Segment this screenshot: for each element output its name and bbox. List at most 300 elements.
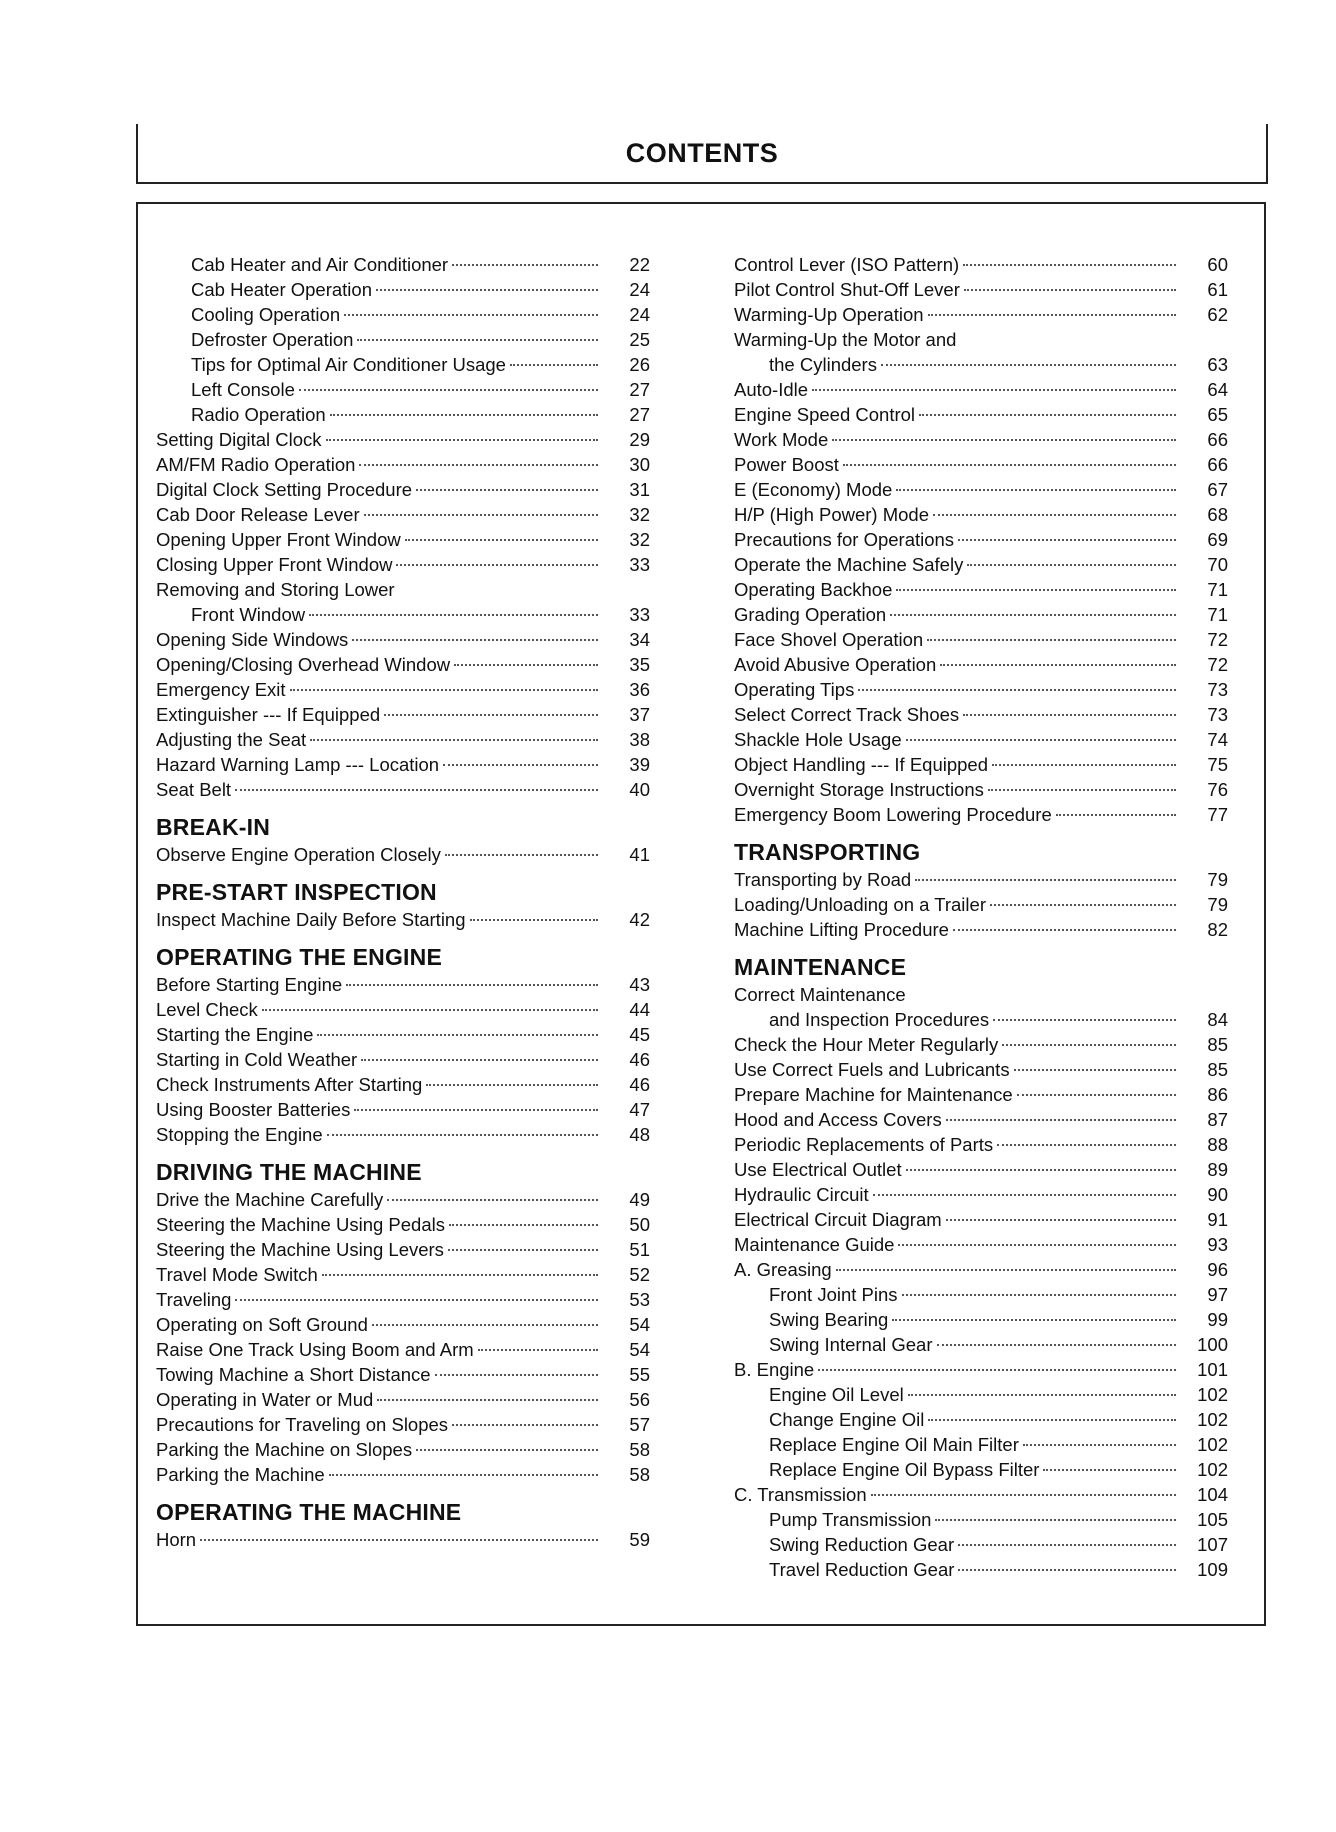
toc-entry-page: 89 xyxy=(1207,1159,1228,1180)
toc-entry-page: 27 xyxy=(629,404,650,425)
dot-leader xyxy=(927,639,1176,641)
toc-entry-label: Traveling xyxy=(156,1289,232,1310)
section-heading: OPERATING THE MACHINE xyxy=(156,1499,462,1525)
toc-entry-label: Cooling Operation xyxy=(191,304,341,325)
toc-entry-page: 73 xyxy=(1207,704,1228,725)
toc-entry xyxy=(734,377,1228,402)
toc-entry-label: Parking the Machine xyxy=(156,1464,325,1485)
dot-leader xyxy=(992,764,1176,766)
toc-entry-label: AM/FM Radio Operation xyxy=(156,454,356,475)
dot-leader xyxy=(416,1449,598,1451)
toc-entry-label: Opening Upper Front Window xyxy=(156,529,401,550)
toc-entry xyxy=(156,727,650,752)
toc-entry-label: Engine Speed Control xyxy=(734,404,916,425)
toc-entry xyxy=(156,327,650,352)
toc-entry xyxy=(156,677,650,702)
dot-leader xyxy=(326,439,598,441)
dot-leader xyxy=(396,564,598,566)
toc-entry-page: 85 xyxy=(1207,1034,1228,1055)
toc-entry xyxy=(734,1407,1228,1432)
toc-entry-label: Object Handling --- If Equipped xyxy=(734,754,988,775)
toc-entry-page: 86 xyxy=(1207,1084,1228,1105)
toc-entry-label: Change Engine Oil xyxy=(769,1409,925,1430)
toc-entry xyxy=(734,1332,1228,1357)
toc-entry-page: 66 xyxy=(1207,429,1228,450)
toc-entry-label: Precautions for Traveling on Slopes xyxy=(156,1414,449,1435)
toc-entry-label: Emergency Boom Lowering Procedure xyxy=(734,804,1052,825)
toc-entry-page: 101 xyxy=(1197,1359,1228,1380)
toc-entry xyxy=(734,527,1228,552)
dot-leader xyxy=(449,1224,598,1226)
toc-entry xyxy=(156,1047,650,1072)
dot-leader xyxy=(898,1244,1176,1246)
toc-entry-label: Seat Belt xyxy=(156,779,232,800)
toc-entry-label: Cab Heater Operation xyxy=(191,279,372,300)
toc-entry-label: Removing and Storing Lower xyxy=(156,579,395,600)
dot-leader xyxy=(990,904,1176,906)
toc-entry-label: E (Economy) Mode xyxy=(734,479,893,500)
toc-entry xyxy=(734,1557,1228,1582)
dot-leader xyxy=(1002,1044,1176,1046)
toc-entry xyxy=(734,502,1228,527)
dot-leader xyxy=(832,439,1176,441)
dot-leader xyxy=(354,1109,598,1111)
dot-leader xyxy=(937,1344,1176,1346)
toc-entry-label: Swing Bearing xyxy=(769,1309,889,1330)
toc-entry-label: C. Transmission xyxy=(734,1484,867,1505)
toc-entry xyxy=(734,702,1228,727)
toc-entry-page: 74 xyxy=(1207,729,1228,750)
toc-entry-label: Avoid Abusive Operation xyxy=(734,654,937,675)
section-heading: TRANSPORTING xyxy=(734,839,921,865)
dot-leader xyxy=(405,539,598,541)
toc-entry-label: Swing Reduction Gear xyxy=(769,1534,955,1555)
dot-leader xyxy=(361,1059,598,1061)
toc-entry-label: Left Console xyxy=(191,379,295,400)
dot-leader xyxy=(871,1494,1176,1496)
toc-entry-label: Correct Maintenance xyxy=(734,984,906,1005)
dot-leader xyxy=(928,314,1176,316)
toc-entry-label: Towing Machine a Short Distance xyxy=(156,1364,431,1385)
contents-header xyxy=(136,124,1268,184)
dot-leader xyxy=(309,614,598,616)
toc-entry-page: 102 xyxy=(1197,1409,1228,1430)
toc-entry-label: Loading/Unloading on a Trailer xyxy=(734,894,986,915)
toc-entry xyxy=(156,1412,650,1437)
dot-leader xyxy=(448,1249,598,1251)
toc-entry-page: 88 xyxy=(1207,1134,1228,1155)
toc-entry-page: 105 xyxy=(1197,1509,1228,1530)
dot-leader xyxy=(963,264,1176,266)
toc-entry-page: 37 xyxy=(629,704,650,725)
toc-entry-page: 46 xyxy=(629,1049,650,1070)
toc-entry xyxy=(734,652,1228,677)
toc-entry xyxy=(156,1287,650,1312)
toc-entry xyxy=(156,752,650,777)
toc-entry-label: Engine Oil Level xyxy=(769,1384,904,1405)
toc-entry xyxy=(734,1507,1228,1532)
toc-entry-page: 109 xyxy=(1197,1559,1228,1580)
toc-entry-page: 45 xyxy=(629,1024,650,1045)
toc-entry-label: and Inspection Procedures xyxy=(769,1009,990,1030)
toc-entry-label: Prepare Machine for Maintenance xyxy=(734,1084,1013,1105)
toc-entry xyxy=(156,972,650,997)
toc-entry-page: 82 xyxy=(1207,919,1228,940)
toc-entry-page: 70 xyxy=(1207,554,1228,575)
toc-entry xyxy=(734,1157,1228,1182)
toc-entry-label: Horn xyxy=(156,1529,197,1550)
toc-entry xyxy=(156,1187,650,1212)
toc-entry-label: Swing Internal Gear xyxy=(769,1334,933,1355)
dot-leader xyxy=(1023,1444,1176,1446)
toc-entry xyxy=(156,1312,650,1337)
dot-leader xyxy=(344,314,598,316)
dot-leader xyxy=(906,739,1176,741)
toc-entry-label: Auto-Idle xyxy=(734,379,809,400)
dot-leader xyxy=(993,1019,1176,1021)
toc-entry-page: 104 xyxy=(1197,1484,1228,1505)
toc-entry-page: 58 xyxy=(629,1439,650,1460)
toc-entry-page: 25 xyxy=(629,329,650,350)
toc-entry-page: 57 xyxy=(629,1414,650,1435)
toc-entry-label: Operating Backhoe xyxy=(734,579,893,600)
section-heading: OPERATING THE ENGINE xyxy=(156,944,442,970)
toc-entry xyxy=(734,1282,1228,1307)
dot-leader xyxy=(352,639,598,641)
dot-leader xyxy=(384,714,598,716)
toc-entry-page: 51 xyxy=(629,1239,650,1260)
toc-entry-label: Steering the Machine Using Levers xyxy=(156,1239,444,1260)
toc-entry-label: Adjusting the Seat xyxy=(156,729,307,750)
toc-entry xyxy=(734,1107,1228,1132)
toc-entry xyxy=(734,327,1228,352)
toc-entry-page: 27 xyxy=(629,379,650,400)
toc-entry-page: 87 xyxy=(1207,1109,1228,1130)
toc-entry-page: 66 xyxy=(1207,454,1228,475)
toc-entry-label: Check Instruments After Starting xyxy=(156,1074,423,1095)
dot-leader xyxy=(435,1374,598,1376)
dot-leader xyxy=(933,514,1176,516)
toc-entry-page: 24 xyxy=(629,304,650,325)
toc-entry-label: Cab Door Release Lever xyxy=(156,504,360,525)
toc-entry-page: 100 xyxy=(1197,1334,1228,1355)
toc-entry xyxy=(156,1262,650,1287)
dot-leader xyxy=(908,1394,1176,1396)
dot-leader xyxy=(322,1274,598,1276)
toc-entry-label: Warming-Up Operation xyxy=(734,304,924,325)
toc-entry xyxy=(734,1357,1228,1382)
toc-entry-page: 79 xyxy=(1207,869,1228,890)
toc-entry xyxy=(734,477,1228,502)
toc-entry-page: 34 xyxy=(629,629,650,650)
dot-leader xyxy=(364,514,598,516)
toc-entry xyxy=(156,1362,650,1387)
toc-entry-label: Setting Digital Clock xyxy=(156,429,322,450)
toc-entry-label: Operating Tips xyxy=(734,679,855,700)
toc-entry xyxy=(156,652,650,677)
toc-entry-page: 102 xyxy=(1197,1384,1228,1405)
toc-entry-page: 26 xyxy=(629,354,650,375)
toc-entry-page: 38 xyxy=(629,729,650,750)
dot-leader xyxy=(896,489,1176,491)
toc-entry-page: 36 xyxy=(629,679,650,700)
toc-entry-page: 72 xyxy=(1207,629,1228,650)
toc-entry xyxy=(734,1382,1228,1407)
toc-entry xyxy=(156,302,650,327)
toc-entry-label: Travel Mode Switch xyxy=(156,1264,318,1285)
toc-entry xyxy=(734,452,1228,477)
toc-entry-label: Grading Operation xyxy=(734,604,887,625)
toc-entry xyxy=(156,502,650,527)
toc-entry-page: 71 xyxy=(1207,604,1228,625)
dot-leader xyxy=(997,1144,1176,1146)
dot-leader xyxy=(387,1199,598,1201)
dot-leader xyxy=(967,564,1176,566)
toc-entry-label: Front Window xyxy=(191,604,306,625)
toc-entry xyxy=(156,702,650,727)
toc-entry-label: Warming-Up the Motor and xyxy=(734,329,957,350)
toc-entry-page: 64 xyxy=(1207,379,1228,400)
dot-leader xyxy=(299,389,598,391)
toc-entry xyxy=(734,1207,1228,1232)
toc-entry-page: 24 xyxy=(629,279,650,300)
dot-leader xyxy=(376,289,598,291)
toc-entry-label: Front Joint Pins xyxy=(769,1284,898,1305)
toc-entry-page: 93 xyxy=(1207,1234,1228,1255)
toc-entry-label: Using Booster Batteries xyxy=(156,1099,351,1120)
toc-entry-label: the Cylinders xyxy=(769,354,877,375)
toc-entry xyxy=(156,352,650,377)
toc-entry-label: Steering the Machine Using Pedals xyxy=(156,1214,445,1235)
toc-entry xyxy=(156,997,650,1022)
toc-entry xyxy=(734,752,1228,777)
dot-leader xyxy=(881,364,1176,366)
toc-entry xyxy=(734,1182,1228,1207)
toc-entry xyxy=(734,1032,1228,1057)
toc-entry-page: 63 xyxy=(1207,354,1228,375)
toc-entry xyxy=(734,577,1228,602)
dot-leader xyxy=(919,414,1176,416)
toc-entry xyxy=(734,552,1228,577)
toc-entry-page: 55 xyxy=(629,1364,650,1385)
toc-entry xyxy=(156,1437,650,1462)
toc-entry xyxy=(156,1072,650,1097)
toc-entry xyxy=(156,252,650,277)
toc-entry-label: Travel Reduction Gear xyxy=(769,1559,955,1580)
toc-entry-label: B. Engine xyxy=(734,1359,815,1380)
toc-entry xyxy=(156,402,650,427)
dot-leader xyxy=(958,1544,1176,1546)
toc-entry-label: Digital Clock Setting Procedure xyxy=(156,479,413,500)
page-title: CONTENTS xyxy=(625,138,779,168)
toc-entry xyxy=(156,452,650,477)
toc-entry-page: 43 xyxy=(629,974,650,995)
toc-entry xyxy=(156,1122,650,1147)
toc-entry-page: 56 xyxy=(629,1389,650,1410)
dot-leader xyxy=(1056,814,1176,816)
toc-entry-label: Tips for Optimal Air Conditioner Usage xyxy=(191,354,506,375)
toc-entry-page: 75 xyxy=(1207,754,1228,775)
toc-entry-label: Raise One Track Using Boom and Arm xyxy=(156,1339,474,1360)
dot-leader xyxy=(958,539,1176,541)
dot-leader xyxy=(346,984,598,986)
toc-entry xyxy=(156,527,650,552)
toc-entry-page: 59 xyxy=(629,1529,650,1550)
toc-entry xyxy=(734,677,1228,702)
toc-entry xyxy=(734,1057,1228,1082)
toc-entry-label: Electrical Circuit Diagram xyxy=(734,1209,942,1230)
dot-leader xyxy=(1043,1469,1176,1471)
toc-entry-label: Before Starting Engine xyxy=(156,974,343,995)
toc-entry xyxy=(156,377,650,402)
contents-table xyxy=(136,202,1266,1626)
dot-leader xyxy=(906,1169,1176,1171)
dot-leader xyxy=(896,589,1176,591)
toc-entry-label: Starting the Engine xyxy=(156,1024,314,1045)
toc-entry-page: 40 xyxy=(629,779,650,800)
toc-entry-page: 65 xyxy=(1207,404,1228,425)
toc-entry xyxy=(734,1482,1228,1507)
toc-entry-page: 53 xyxy=(629,1289,650,1310)
toc-entry-page: 85 xyxy=(1207,1059,1228,1080)
toc-entry-label: Maintenance Guide xyxy=(734,1234,895,1255)
toc-entry-page: 46 xyxy=(629,1074,650,1095)
toc-entry-page: 72 xyxy=(1207,654,1228,675)
toc-entry xyxy=(734,627,1228,652)
toc-entry-page: 32 xyxy=(629,529,650,550)
dot-leader xyxy=(510,364,598,366)
toc-entry xyxy=(156,552,650,577)
toc-entry-label: Check the Hour Meter Regularly xyxy=(734,1034,999,1055)
toc-entry xyxy=(734,427,1228,452)
toc-entry-page: 54 xyxy=(629,1314,650,1335)
toc-entry-label: Opening/Closing Overhead Window xyxy=(156,654,451,675)
toc-entry-page: 35 xyxy=(629,654,650,675)
toc-entry xyxy=(734,1457,1228,1482)
toc-entry xyxy=(156,427,650,452)
toc-entry-label: Inspect Machine Daily Before Starting xyxy=(156,909,466,930)
dot-leader xyxy=(235,789,598,791)
toc-entry xyxy=(734,1532,1228,1557)
toc-entry-label: Hood and Access Covers xyxy=(734,1109,942,1130)
toc-entry-page: 33 xyxy=(629,554,650,575)
dot-leader xyxy=(357,339,598,341)
dot-leader xyxy=(958,1569,1176,1571)
toc-entry-label: Opening Side Windows xyxy=(156,629,349,650)
toc-entry-label: Face Shovel Operation xyxy=(734,629,924,650)
toc-entry-page: 54 xyxy=(629,1339,650,1360)
dot-leader xyxy=(988,789,1176,791)
toc-entry-page: 33 xyxy=(629,604,650,625)
dot-leader xyxy=(902,1294,1176,1296)
contents-column-left xyxy=(156,252,650,1552)
toc-entry-page: 48 xyxy=(629,1124,650,1145)
toc-entry-page: 102 xyxy=(1197,1459,1228,1480)
dot-leader xyxy=(330,414,598,416)
toc-entry-page: 31 xyxy=(629,479,650,500)
toc-entry-page: 79 xyxy=(1207,894,1228,915)
dot-leader xyxy=(454,664,598,666)
toc-entry-page: 32 xyxy=(629,504,650,525)
contents-column-right xyxy=(734,252,1228,1582)
toc-entry-page: 96 xyxy=(1207,1259,1228,1280)
toc-entry-label: Closing Upper Front Window xyxy=(156,554,393,575)
dot-leader xyxy=(359,464,598,466)
toc-entry-page: 91 xyxy=(1207,1209,1228,1230)
toc-entry-page: 90 xyxy=(1207,1184,1228,1205)
toc-entry-page: 84 xyxy=(1207,1009,1228,1030)
toc-entry-page: 71 xyxy=(1207,579,1228,600)
section-heading: MAINTENANCE xyxy=(734,954,907,980)
toc-entry xyxy=(734,867,1228,892)
toc-entry xyxy=(156,1022,650,1047)
toc-entry xyxy=(156,577,650,602)
toc-entry-page: 107 xyxy=(1197,1534,1228,1555)
toc-entry-page: 102 xyxy=(1197,1434,1228,1455)
toc-entry-label: Observe Engine Operation Closely xyxy=(156,844,441,865)
toc-entry-page: 69 xyxy=(1207,529,1228,550)
toc-entry-page: 60 xyxy=(1207,254,1228,275)
dot-leader xyxy=(812,389,1176,391)
toc-entry-page: 30 xyxy=(629,454,650,475)
toc-entry-page: 68 xyxy=(1207,504,1228,525)
toc-entry xyxy=(734,252,1228,277)
dot-leader xyxy=(963,714,1176,716)
dot-leader xyxy=(858,689,1176,691)
toc-entry-page: 97 xyxy=(1207,1284,1228,1305)
dot-leader xyxy=(452,1424,598,1426)
toc-entry-label: Hydraulic Circuit xyxy=(734,1184,869,1205)
dot-leader xyxy=(327,1134,598,1136)
dot-leader xyxy=(836,1269,1176,1271)
toc-entry-page: 41 xyxy=(629,844,650,865)
toc-entry xyxy=(156,1462,650,1487)
toc-entry-page: 50 xyxy=(629,1214,650,1235)
toc-entry-label: Precautions for Operations xyxy=(734,529,955,550)
dot-leader xyxy=(200,1539,598,1541)
dot-leader xyxy=(928,1419,1176,1421)
toc-entry-label: Control Lever (ISO Pattern) xyxy=(734,254,960,275)
toc-entry xyxy=(734,777,1228,802)
toc-entry xyxy=(156,907,650,932)
dot-leader xyxy=(235,1299,598,1301)
toc-entry-label: Select Correct Track Shoes xyxy=(734,704,960,725)
dot-leader xyxy=(892,1319,1176,1321)
toc-entry-label: Replace Engine Oil Bypass Filter xyxy=(769,1459,1040,1480)
toc-entry-page: 61 xyxy=(1207,279,1228,300)
section-heading: DRIVING THE MACHINE xyxy=(156,1159,422,1185)
dot-leader xyxy=(310,739,598,741)
dot-leader xyxy=(935,1519,1176,1521)
toc-entry xyxy=(734,352,1228,377)
toc-entry-label: Drive the Machine Carefully xyxy=(156,1189,384,1210)
toc-entry-label: H/P (High Power) Mode xyxy=(734,504,930,525)
dot-leader xyxy=(946,1219,1176,1221)
toc-entry-label: Radio Operation xyxy=(191,404,326,425)
dot-leader xyxy=(964,289,1176,291)
toc-entry xyxy=(734,1432,1228,1457)
toc-entry xyxy=(734,402,1228,427)
toc-entry-page: 47 xyxy=(629,1099,650,1120)
dot-leader xyxy=(953,929,1176,931)
toc-entry xyxy=(156,1387,650,1412)
dot-leader xyxy=(946,1119,1176,1121)
dot-leader xyxy=(843,464,1176,466)
toc-entry-page: 29 xyxy=(629,429,650,450)
toc-entry-page: 76 xyxy=(1207,779,1228,800)
toc-entry xyxy=(734,1007,1228,1032)
toc-entry xyxy=(156,1097,650,1122)
